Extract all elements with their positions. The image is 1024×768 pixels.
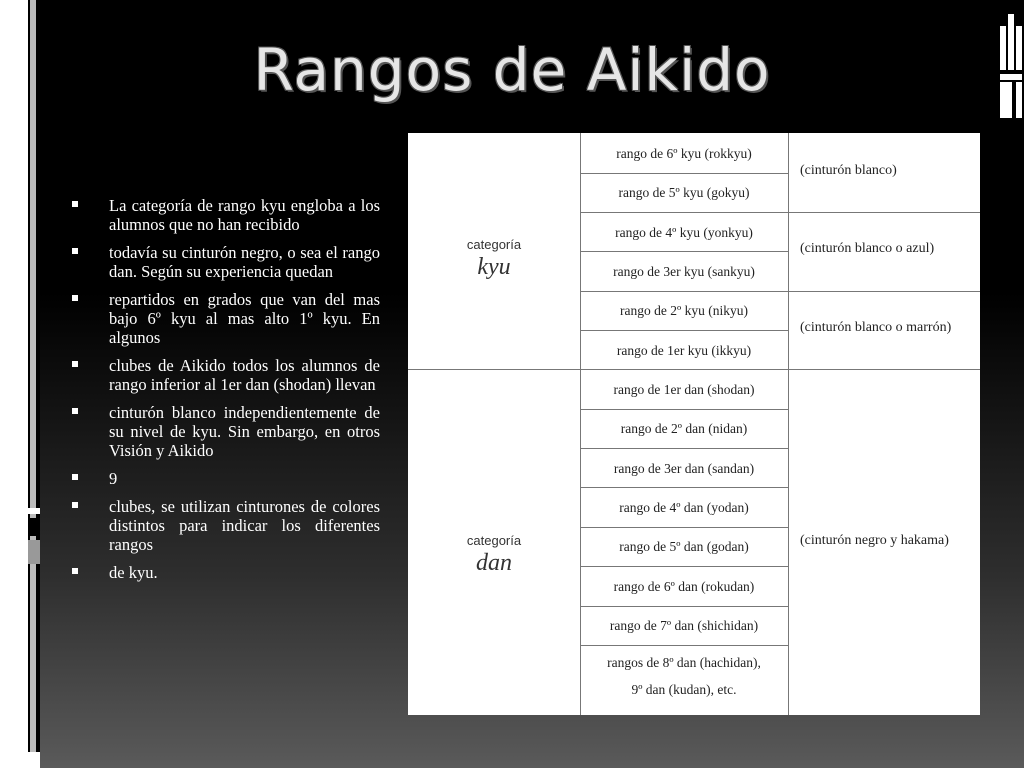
rank-row: rango de 2º kyu (nikyu) <box>620 303 748 318</box>
deco-left-mark <box>28 508 40 514</box>
bullet-item: repartidos en grados que van del mas bajo 6º kyu al mas alto 1º kyu. En algunos <box>70 290 380 347</box>
bullet-icon <box>72 568 78 574</box>
table-divider <box>580 645 788 646</box>
slide-title: Rangos de Aikido <box>253 36 771 104</box>
deco-left-mark <box>28 540 40 564</box>
belt-label: (cinturón blanco o azul) <box>800 241 935 256</box>
rank-row: rango de 4º kyu (yonkyu) <box>615 225 753 240</box>
rank-row: rango de 5º dan (godan) <box>619 539 749 554</box>
bullet-item: clubes de Aikido todos los alumnos de rango inferior al 1er dan (shodan) llevan <box>70 356 380 394</box>
rank-row: rango de 3er kyu (sankyu) <box>613 264 755 279</box>
bullet-item: de kyu. <box>70 563 380 582</box>
rank-row: rango de 2º dan (nidan) <box>620 421 748 436</box>
category-dan: categoría dan <box>466 533 522 576</box>
rank-row: rango de 3er dan (sandan) <box>613 461 755 476</box>
bullet-icon <box>72 361 78 367</box>
deco-left-bar <box>30 0 36 752</box>
bullet-icon <box>72 248 78 254</box>
bullet-icon <box>72 295 78 301</box>
table-divider <box>788 133 789 715</box>
bullet-list <box>70 196 380 591</box>
rank-row: rango de 7º dan (shichidan) <box>609 618 759 633</box>
rank-row: rangos de 8º dan (hachidan), <box>607 655 761 670</box>
rank-row: 9º dan (kudan), etc. <box>631 682 737 697</box>
rank-row: rango de 6º dan (rokudan) <box>613 579 755 594</box>
bullet-item: clubes, se utilizan cinturones de colores distintos para indicar los diferentes rangos <box>70 497 380 554</box>
rank-table-image <box>408 133 980 715</box>
rank-row: rango de 6º kyu (rokkyu) <box>616 146 752 161</box>
bullet-item: 9 <box>70 469 380 488</box>
rank-row: rango de 5º kyu (gokyu) <box>618 185 750 200</box>
belt-label: (cinturón negro y hakama) <box>800 533 949 548</box>
bullet-item: cinturón blanco independientemente de su nivel de kyu. Sin embargo, en otros Visión y Aikido <box>70 403 380 460</box>
bullet-icon <box>72 474 78 480</box>
bullet-item: La categoría de rango kyu engloba a los alumnos que no han recibido <box>70 196 380 234</box>
rank-row: rango de 4º dan (yodan) <box>619 500 749 515</box>
category-kyu: categoría kyu <box>466 237 522 280</box>
bullet-icon <box>72 502 78 508</box>
belt-label: (cinturón blanco) <box>800 163 897 178</box>
bullet-icon <box>72 201 78 207</box>
bullet-icon <box>72 408 78 414</box>
deco-left-mark <box>28 518 40 536</box>
rank-row: rango de 1er kyu (ikkyu) <box>616 343 752 358</box>
belt-label: (cinturón blanco o marrón) <box>800 320 952 335</box>
bullet-item: todavía su cinturón negro, o sea el rango dan. Según su experiencia quedan <box>70 243 380 281</box>
rank-row: rango de 1er dan (shodan) <box>613 382 755 397</box>
